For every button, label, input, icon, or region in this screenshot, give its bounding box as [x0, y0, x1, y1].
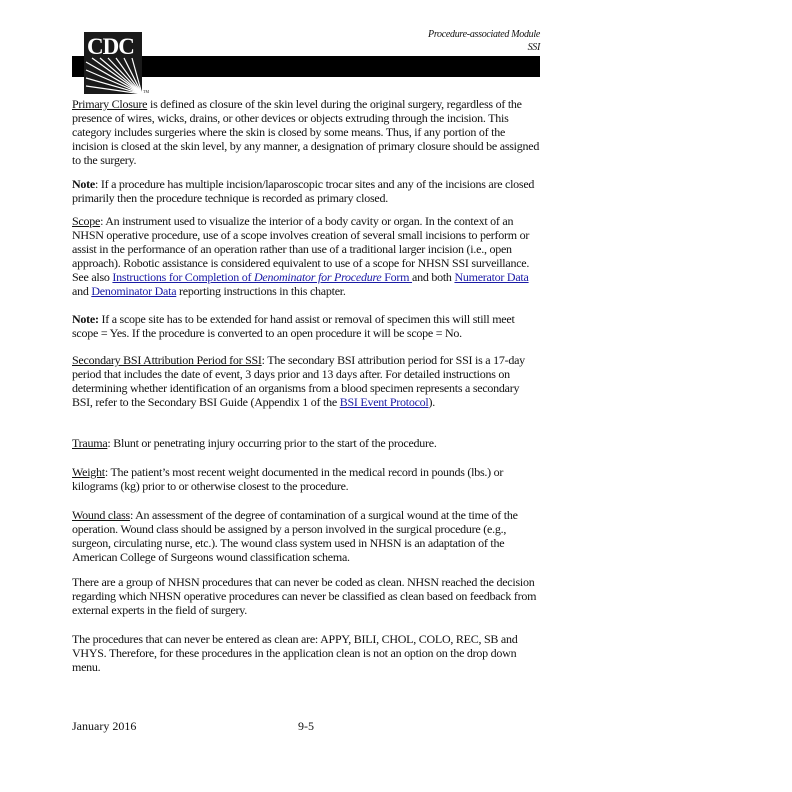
text: reporting instructions in this chapter. [176, 283, 346, 298]
note-text: : If a procedure has multiple incision/laparoscopic trocar sites and any of the incisions are closed primarily then the procedure technique is recorded as primary closed. [72, 177, 535, 205]
text: and [72, 283, 92, 298]
footer-page-number: 9-5 [298, 719, 314, 733]
text: and both [412, 269, 455, 284]
header-section: SSI [527, 42, 540, 53]
paragraph-secondary-bsi [72, 354, 542, 410]
denominator-data-link[interactable]: Denominator Data [91, 283, 177, 298]
term: Weight [72, 465, 105, 479]
definition: is defined as closure of the skin level during the original surgery, regardless of the presence of wires, wicks, drains, or other devices or objects extruding through the incision. This category includes surgeries where the skin is closed by some means. Thus, if any portion of the incision is closed at the skin level, by any manner, a designation of primary closure should be assigned to the surgery. [72, 97, 540, 167]
definition: : The secondary BSI attribution period for SSI is a 17-day period that includes the date of event, 3 days prior and 13 days after. For detailed instructions on determining whether identification of an organisms from a blood specimen represents a secondary BSI, refer to the Secondary BSI Guide (Appendix 1 of the [72, 353, 525, 409]
running-header [428, 28, 540, 54]
cdc-logo [84, 32, 142, 94]
paragraph-primary-closure [72, 98, 542, 168]
term: Secondary BSI Attribution Period for SSI [72, 353, 262, 367]
definition: : The patient’s most recent weight documented in the medical record in pounds (lbs.) or kilograms (kg) prior to or otherwise closest to the procedure. [72, 465, 504, 493]
logo-text: CDC [87, 34, 134, 59]
note-scope [72, 313, 542, 341]
term: Primary Closure [72, 97, 148, 111]
term: Scope [72, 214, 101, 228]
footer-date: January 2016 [72, 719, 137, 733]
header-module: Procedure-associated Module [428, 29, 540, 40]
paragraph-procedures: The procedures that can never be entered as clean are: APPY, BILI, CHOL, COLO, REC, SB and VHYS. Therefore, for these procedures in the application clean is not an option on the drop down menu. [72, 632, 518, 674]
note-label: Note: [72, 312, 99, 326]
numerator-data-link[interactable]: Numerator Data [454, 269, 529, 284]
term: Wound class [72, 508, 130, 522]
paragraph-scope [72, 215, 542, 298]
term: Trauma [72, 436, 108, 450]
paragraph-trauma [72, 437, 542, 451]
definition: : Blunt or penetrating injury occurring prior to the start of the procedure. [107, 436, 437, 450]
instructions-link[interactable]: Instructions for Completion of Denominator for Procedure Form [112, 269, 413, 284]
paragraph-never-clean: There are a group of NHSN procedures that can never be coded as clean. NHSN reached the decision regarding which NHSN operative procedures can never be classified as clean based on feedback from external experts in the field of surgery. [72, 575, 537, 617]
definition: : An instrument used to visualize the interior of a body cavity or organ. In the context of an NHSN operative procedure, use of a scope involves creation of several small incisions to perform or assist in the performance of an operation rather than use of a traditional larger incision (i.e., open approach). Robotic assistance is considered equivalent to use of a scope for NHSN SSI surveillance. See also [72, 214, 530, 284]
note-primary-closure [72, 178, 542, 206]
bsi-event-protocol-link[interactable]: BSI Event Protocol [339, 394, 429, 409]
trademark: TM [143, 89, 149, 94]
paragraph-wound-class [72, 509, 542, 565]
header-bar [72, 56, 540, 77]
note-label: Note [72, 177, 95, 191]
note-text: If a scope site has to be extended for hand assist or removal of specimen this will still meet scope = Yes. If the procedure is converted to an open procedure it will be scope = No. [72, 312, 515, 340]
definition: : An assessment of the degree of contamination of a surgical wound at the time of the operation. Wound class should be assigned by a person involved in the surgical procedure (e.g., surgeon, circulating nurse, etc.). The wound class system used in NHSN is an adaptation of the American College of Surgeons wound classification schema. [72, 508, 518, 564]
paragraph-weight [72, 466, 542, 494]
text: ). [428, 394, 436, 409]
